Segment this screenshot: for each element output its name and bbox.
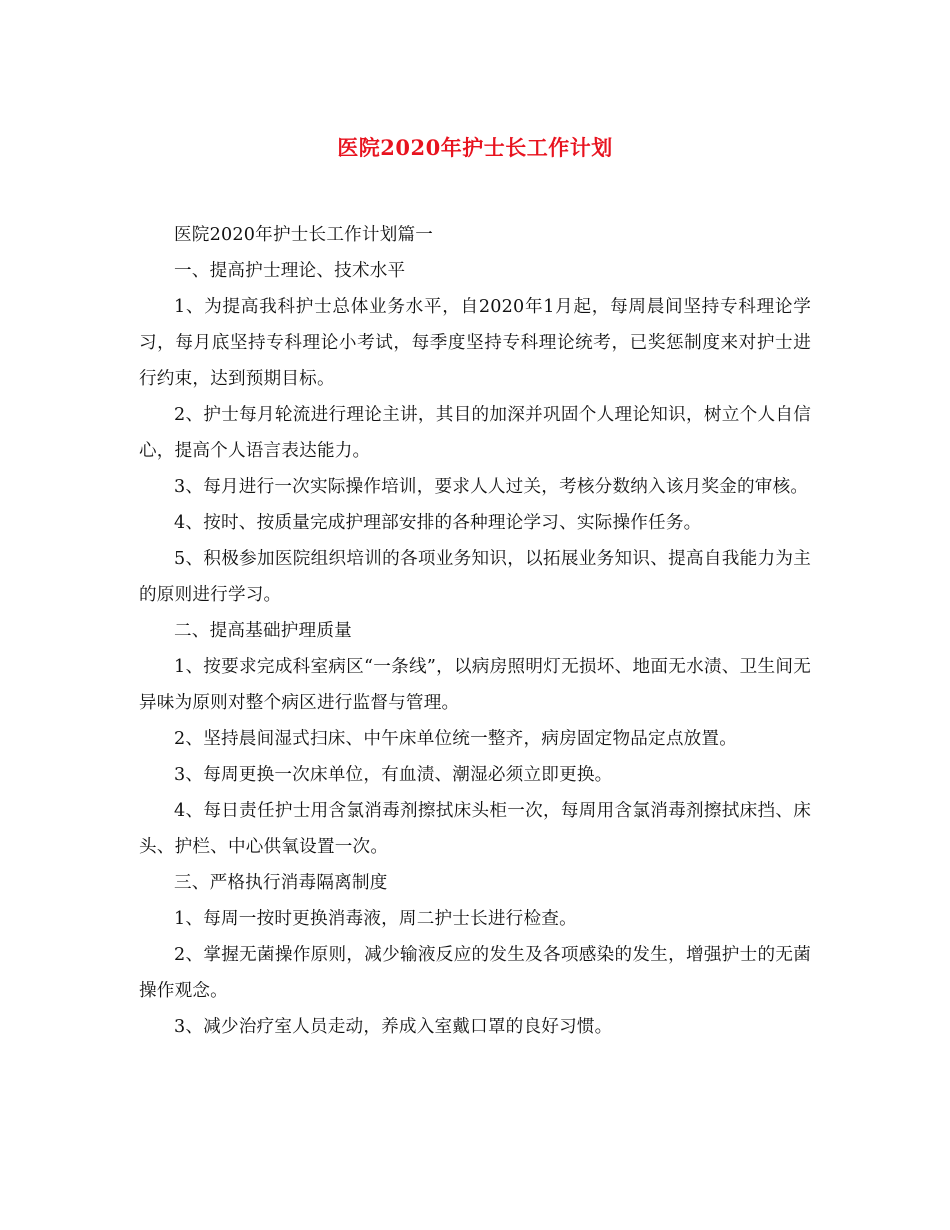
paragraph: 1、按要求完成科室病区“一条线”，以病房照明灯无损坏、地面无水渍、卫生间无异味为原则对整个病区进行监督与管理。: [139, 657, 811, 713]
document-title: 医院2020年护士长工作计划: [337, 135, 613, 160]
document-body: [139, 217, 811, 1045]
paragraph: 3、减少治疗室人员走动，养成入室戴口罩的良好习惯。: [174, 1017, 613, 1037]
paragraph: 4、按时、按质量完成护理部安排的各种理论学习、实际操作任务。: [174, 513, 702, 533]
paragraph: 1、为提高我科护士总体业务水平，自2020年1月起，每周晨间坚持专科理论学习，每月底坚持专科理论小考试，每季度坚持专科理论统考，已奖惩制度来对护士进行约束，达到预期目标。: [139, 297, 811, 389]
paragraph: 2、坚持晨间湿式扫床、中午床单位统一整齐，病房固定物品定点放置。: [174, 729, 738, 749]
paragraph: 2、掌握无菌操作原则，减少输液反应的发生及各项感染的发生，增强护士的无菌操作观念。: [139, 945, 811, 1001]
paragraph: 医院2020年护士长工作计划篇一: [174, 225, 434, 245]
section-heading: 三、严格执行消毒隔离制度: [174, 873, 388, 893]
section-heading: 一、提高护士理论、技术水平: [174, 261, 406, 281]
paragraph: 3、每月进行一次实际操作培训，要求人人过关，考核分数纳入该月奖金的审核。: [174, 477, 809, 497]
paragraph: 3、每周更换一次床单位，有血渍、潮湿必须立即更换。: [174, 765, 613, 785]
paragraph: 1、每周一按时更换消毒液，周二护士长进行检查。: [174, 909, 577, 929]
section-heading: 二、提高基础护理质量: [174, 621, 352, 641]
paragraph: 5、积极参加医院组织培训的各项业务知识，以拓展业务知识、提高自我能力为主的原则进行学习。: [139, 549, 811, 605]
paragraph: 2、护士每月轮流进行理论主讲，其目的加深并巩固个人理论知识，树立个人自信心，提高个人语言表达能力。: [139, 405, 811, 461]
paragraph: 4、每日责任护士用含氯消毒剂擦拭床头柜一次，每周用含氯消毒剂擦拭床挡、床头、护栏、中心供氧设置一次。: [139, 801, 811, 857]
